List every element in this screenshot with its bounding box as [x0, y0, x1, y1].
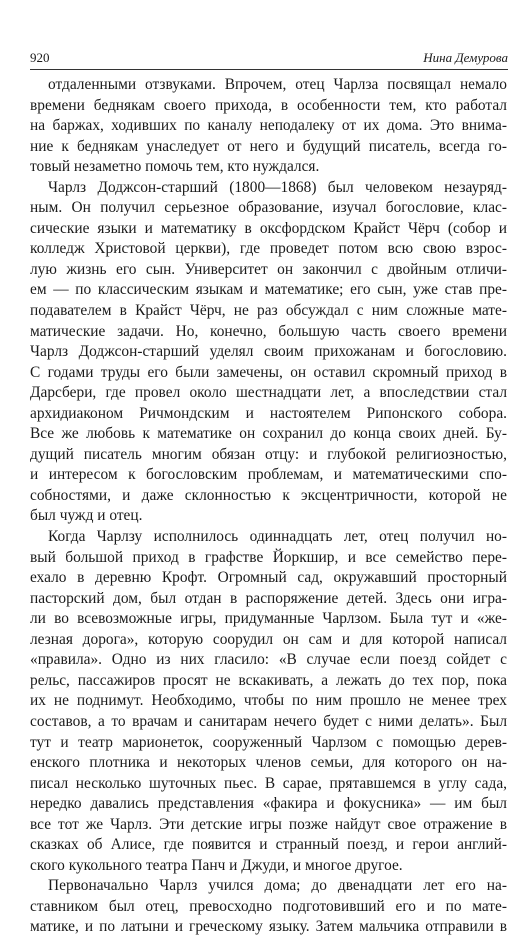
text-line: ли во всевозможные игры, придуманные Чарлзом. Была тут и «же-: [30, 610, 507, 628]
text-line: Все же любовь к математике он сохранил до конца своих дней. Бу-: [30, 425, 507, 443]
text-line: был чужд и отец.: [30, 507, 143, 525]
text-line: С годами труды его были замечены, он оставил скромный приход в: [30, 363, 507, 381]
text-line: ехало в деревню Крофт. Огромный сад, окружавший просторный: [30, 569, 507, 587]
text-line: дущий писатель многим обязан отцу: и глубокой религиозностью,: [30, 445, 507, 463]
running-head-author: Нина Демурова: [423, 50, 508, 65]
text-line: «правила». Одно из них гласило: «В случае если поезд сойдет с: [30, 651, 507, 669]
text-line: времени беднякам своего прихода, в особенности тем, кто работал: [30, 96, 507, 114]
running-head: [30, 50, 508, 68]
text-line: матические задачи. Но, конечно, большую часть своего времени: [30, 322, 507, 340]
text-line: рельс, пассажиров просят не вскакивать, а лежать до тех пор, пока: [30, 671, 507, 689]
page-number: 920: [30, 50, 50, 65]
text-line: Первоначально Чарлз учился дома; до двенадцати лет его на-: [48, 877, 507, 895]
text-line: составов, а то врачам и санитарам нечего будет с ними делать». Был: [30, 712, 507, 730]
text-line: архидиаконом Ричмондским и настоятелем Рипонского собора.: [30, 404, 507, 422]
text-line: пасторский дом, был отдан в распоряжение детей. Здесь они игра-: [30, 589, 507, 607]
text-line: писал несколько шуточных пьес. В сарае, прятавшемся в углу сада,: [30, 774, 507, 792]
paragraph: [30, 178, 507, 527]
text-line: колледж Христовой церкви), где проведет потом всю свою взрос-: [30, 240, 507, 258]
text-line: подавателем в Крайст Чёрч, не раз обсуждал с ним сложные мате-: [30, 302, 507, 320]
text-line: на баржах, ходивших по каналу неподалеку от их дома. Это внима-: [30, 117, 507, 135]
paragraph: [30, 876, 507, 938]
text-line: их не поднимут. Необходимо, чтобы по ним прошло не менее трех: [30, 692, 507, 710]
text-line: тут и театр марионеток, сооруженный Чарлзом с помощью дерев-: [30, 733, 507, 751]
text-line: Чарлз Доджсон-старший (1800—1868) был человеком незауряд-: [48, 178, 507, 196]
text-line: товый незаметно помочь тем, кто нуждался.: [30, 158, 320, 176]
text-line: сказках об Алисе, где появится и странный поезд, и герои англий-: [30, 836, 507, 854]
text-line: нередко давались представления «факира и фокусника» — им был: [30, 795, 507, 813]
paragraph: [30, 527, 507, 876]
text-line: отдаленными отзвуками. Впрочем, отец Чарлза посвящал немало: [48, 76, 507, 93]
text-line: Дарсбери, где провел около шестнадцати лет, а впоследствии стал: [30, 384, 507, 402]
text-line: все тот же Чарлз. Эти детские игры позже найдут свое отражение в: [30, 815, 507, 833]
text-line: Чарлз Доджсон-старший уделял своим прихожанам и богословию.: [30, 343, 507, 361]
text-line: матике, и по латыни и греческому языку. Затем мальчика отправили в: [30, 918, 507, 936]
text-line: ставником был отец, превосходно подготовивший его и по мате-: [30, 897, 507, 915]
text-line: ние к беднякам унаследует от него и будущий писатель, всегда го-: [30, 137, 507, 155]
text-line: ем — по классическим языкам и математике; его сын, уже став пре-: [30, 281, 507, 299]
header-rule: [30, 69, 508, 70]
text-line: вый большой приход в графстве Йоркшир, и все семейство пере-: [30, 548, 507, 566]
text-line: сические языки и математику в оксфордском Крайст Чёрч (собор и: [30, 219, 507, 237]
text-line: собностями, и даже склонностью к эксцентричности, которой не: [30, 486, 507, 504]
body-text: [30, 75, 507, 938]
text-line: енского плотника и некоторых членов семьи, для которого он на-: [30, 754, 507, 772]
text-line: лезная дорога», которую соорудил он сам и для которой написал: [30, 630, 507, 648]
text-line: и интересом к богословским проблемам, и математическими спо-: [30, 466, 507, 484]
text-line: Когда Чарлзу исполнилось одиннадцать лет, отец получил но-: [48, 528, 507, 546]
text-line: ского кукольного театра Панч и Джуди, и многое другое.: [30, 856, 403, 874]
text-line: ным. Он получил серьезное образование, изучал богословие, клас-: [30, 199, 507, 217]
paragraph: [30, 75, 507, 178]
text-line: лую жизнь его сын. Университет он закончил с двойным отличи-: [30, 260, 507, 278]
